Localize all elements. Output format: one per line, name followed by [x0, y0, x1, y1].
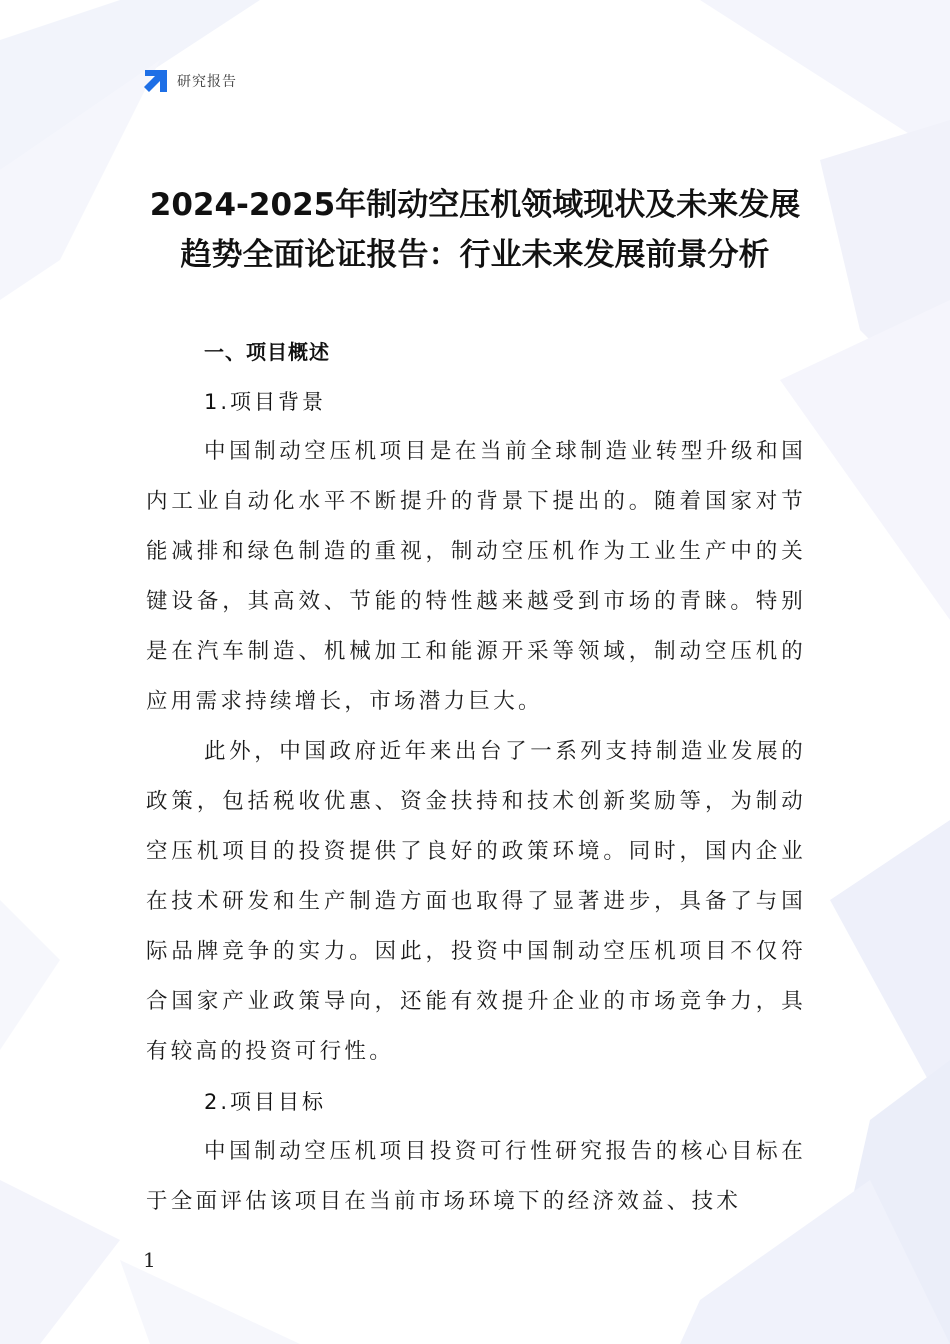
report-header: [143, 67, 237, 95]
document-title: 2024-2025年制动空压机领域现状及未来发展趋势全面论证报告：行业未来发展前景分析: [149, 187, 801, 273]
document-body: [146, 327, 806, 1227]
subsection-heading-goal: 2.项目目标: [204, 1090, 327, 1114]
paragraph-background-1: 中国制动空压机项目是在当前全球制造业转型升级和国内工业自动化水平不断提升的背景下提出的。随着国家对节能减排和绿色制造的重视，制动空压机作为工业生产中的关键设备，其高效、节能的特性越来越受到市场的青睐。特别是在汽车制造、机械加工和能源开采等领域，制动空压机的应用需求持续增长，市场潜力巨大。: [146, 439, 806, 714]
subsection-heading-background: 1.项目背景: [204, 390, 327, 414]
section-heading-overview: 一、项目概述: [204, 340, 330, 364]
page-number: 1: [143, 1248, 156, 1272]
header-label: 研究报告: [177, 74, 237, 90]
paragraph-background-2: 此外，中国政府近年来出台了一系列支持制造业发展的政策，包括税收优惠、资金扶持和技术创新奖励等，为制动空压机项目的投资提供了良好的政策环境。同时，国内企业在技术研发和生产制造方面也取得了显著进步，具备了与国际品牌竞争的实力。因此，投资中国制动空压机项目不仅符合国家产业政策导向，还能有效提升企业的市场竞争力，具有较高的投资可行性。: [146, 739, 806, 1064]
arrow-up-right-icon: [143, 68, 169, 94]
paragraph-goal-1: 中国制动空压机项目投资可行性研究报告的核心目标在于全面评估该项目在当前市场环境下的经济效益、技术: [146, 1139, 806, 1214]
